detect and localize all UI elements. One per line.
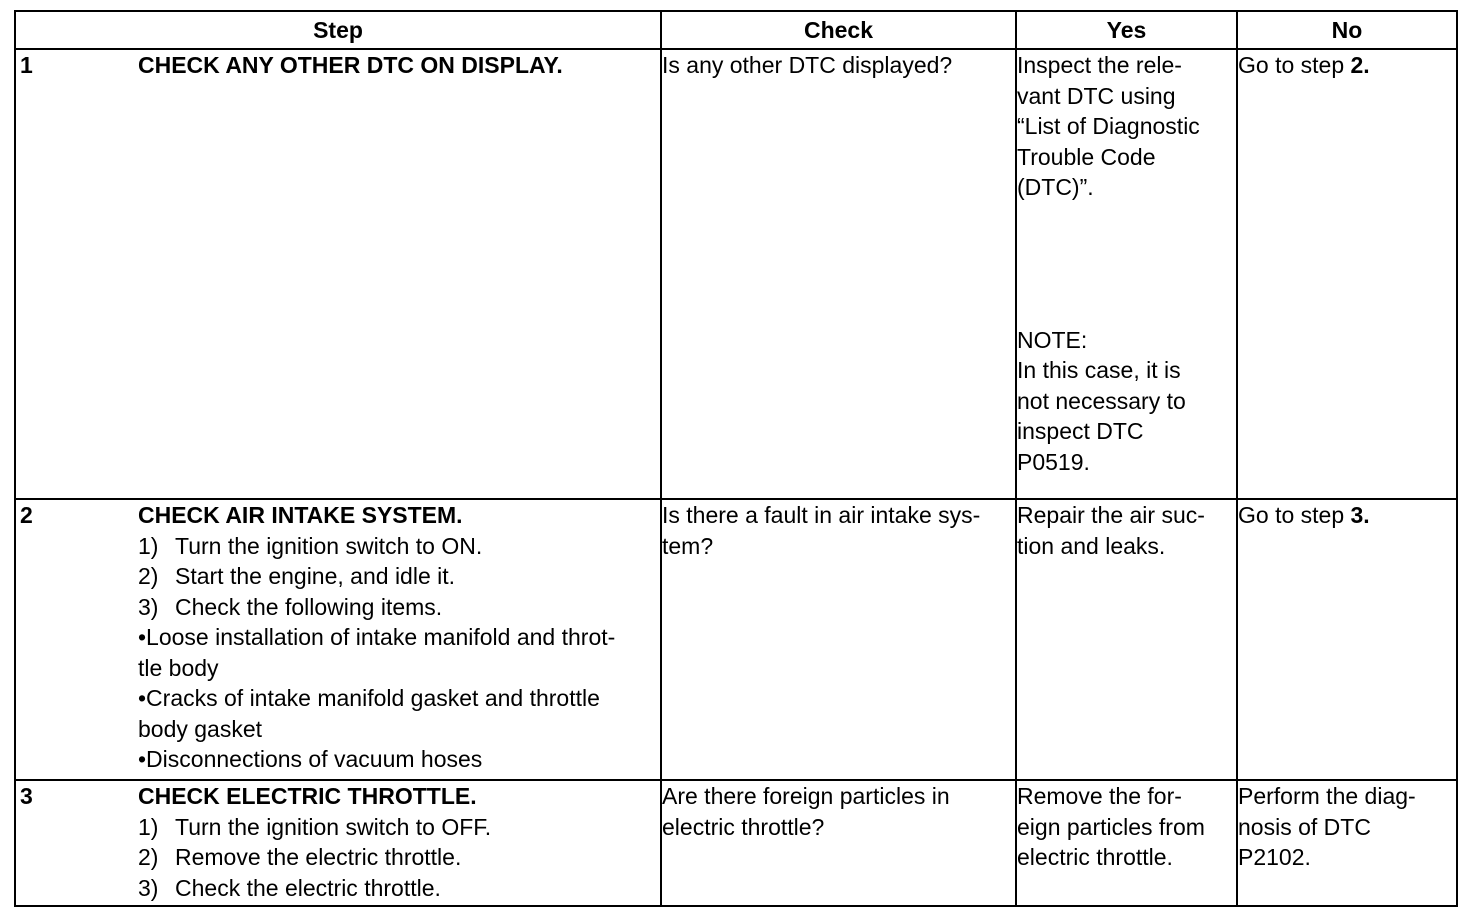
yes-line: Repair the air suc- [1017, 502, 1205, 528]
no-text: Go to step [1238, 52, 1351, 78]
step-number: 1 [20, 52, 33, 78]
note-line: P0519. [1017, 448, 1090, 475]
step-title: CHECK ELECTRIC THROTTLE. [138, 783, 477, 809]
step-number: 3 [20, 783, 33, 809]
bullet-line: •Disconnections of vacuum hoses [138, 746, 483, 772]
step-row-3 [15, 780, 1457, 906]
yes-line: tion and leaks. [1017, 532, 1166, 559]
yes-line: electric throttle. [1017, 844, 1173, 870]
check-text: Is any other DTC displayed? [662, 52, 953, 78]
no-line: Perform the diag- [1238, 783, 1416, 809]
no-line: nosis of DTC [1238, 813, 1371, 840]
step-cell [15, 780, 661, 906]
diagnostic-table [14, 10, 1458, 907]
yes-line: Inspect the rele- [1017, 52, 1182, 78]
no-text: Go to step [1238, 502, 1351, 528]
yes-line: Trouble Code [1017, 143, 1156, 170]
step-number: 2 [20, 502, 33, 528]
check-cell [661, 499, 1016, 780]
yes-line: “List of Diagnostic [1017, 113, 1200, 139]
step-title: CHECK AIR INTAKE SYSTEM. [138, 502, 463, 528]
check-line: tem? [662, 532, 714, 559]
check-line: Is there a fault in air intake sys- [662, 502, 981, 528]
sub-step: 2) Start the engine, and idle it. [138, 563, 456, 589]
no-step-ref: 2. [1350, 52, 1370, 78]
sub-step: 2) Remove the electric throttle. [138, 844, 462, 870]
step-row-1 [15, 49, 1457, 499]
no-step-ref: 3. [1350, 502, 1370, 528]
yes-cell [1016, 49, 1237, 499]
check-cell [661, 780, 1016, 906]
header-step: Step [15, 11, 661, 49]
bullet-line: body gasket [138, 715, 263, 742]
header-check: Check [661, 11, 1016, 49]
no-cell [1237, 49, 1457, 499]
check-line: Are there foreign particles in [662, 783, 950, 809]
header-row [15, 11, 1457, 49]
sub-step: 3) Check the following items. [138, 593, 443, 620]
no-line: P2102. [1238, 844, 1311, 870]
no-cell [1237, 499, 1457, 780]
yes-cell [1016, 780, 1237, 906]
sub-step: 1) Turn the ignition switch to OFF. [138, 813, 492, 840]
diagnostic-procedure [14, 10, 1456, 907]
yes-line: eign particles from [1017, 813, 1205, 840]
check-cell [661, 49, 1016, 499]
yes-line: vant DTC using [1017, 82, 1176, 109]
bullet-line: tle body [138, 654, 219, 681]
yes-line: Remove the for- [1017, 783, 1182, 809]
step-cell [15, 49, 661, 499]
note-label: NOTE: [1017, 326, 1088, 353]
note-line: not necessary to [1017, 387, 1186, 414]
no-cell [1237, 780, 1457, 906]
step-title: CHECK ANY OTHER DTC ON DISPLAY. [138, 52, 563, 78]
step-cell [15, 499, 661, 780]
sub-step: 1) Turn the ignition switch to ON. [138, 532, 483, 559]
header-yes: Yes [1016, 11, 1237, 49]
header-no: No [1237, 11, 1457, 49]
bullet-line: •Cracks of intake manifold gasket and throttle [138, 685, 600, 711]
note-line: inspect DTC [1017, 418, 1144, 444]
bullet-line: •Loose installation of intake manifold and throt- [138, 624, 616, 650]
sub-step: 3) Check the electric throttle. [138, 874, 441, 901]
yes-line: (DTC)”. [1017, 174, 1094, 200]
check-line: electric throttle? [662, 813, 825, 840]
yes-cell [1016, 499, 1237, 780]
note-line: In this case, it is [1017, 357, 1181, 383]
step-row-2 [15, 499, 1457, 780]
